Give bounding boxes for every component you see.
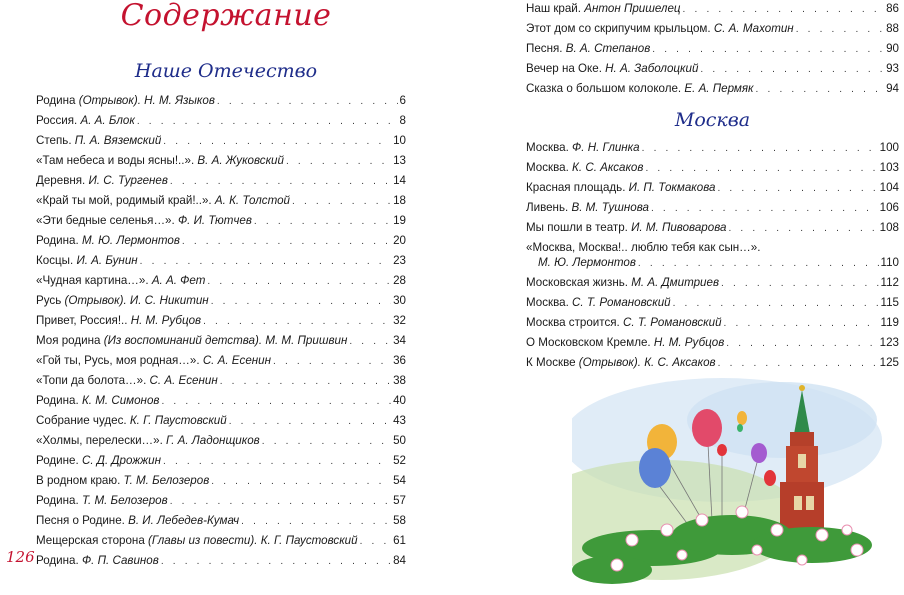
toc-entry [36, 531, 406, 551]
entry-page-number: 54 [393, 474, 406, 487]
entry-page-number: 10 [393, 134, 406, 147]
entry-note: (Отрывок). [78, 94, 141, 107]
entry-author: И. А. Бунин [76, 254, 138, 267]
entry-title: Сказка о большом колоколе. [526, 82, 682, 95]
entry-author: Н. М. Рубцов [130, 314, 202, 327]
entry-title: Степь. [36, 134, 72, 147]
toc-entry [36, 411, 406, 431]
entry-page-number: 112 [880, 276, 899, 289]
toc-entry [526, 198, 899, 218]
toc-entry [36, 171, 406, 191]
entry-text [36, 231, 180, 250]
entry-text [526, 158, 643, 177]
dot-leader [170, 172, 391, 191]
toc-entry [36, 151, 406, 171]
entry-page-number: 14 [393, 174, 406, 187]
dot-leader [182, 232, 391, 251]
entry-title: Наш край. [526, 2, 582, 15]
dot-leader [726, 334, 877, 353]
dot-leader [254, 212, 391, 231]
entry-text [36, 111, 135, 130]
entry-title: Россия. [36, 114, 78, 127]
toc-entry [526, 333, 899, 353]
toc-entry [36, 111, 406, 131]
entry-text [36, 211, 252, 230]
toc-entry [36, 371, 406, 391]
toc-entry [36, 431, 406, 451]
entry-text [36, 91, 215, 110]
entry-page-number: 104 [879, 181, 899, 194]
entry-page-number: 108 [879, 221, 899, 234]
toc-entry [36, 251, 406, 271]
entry-title: «Край ты мой, родимый край!..». [36, 194, 212, 207]
entry-title: Русь [36, 294, 62, 307]
dot-leader [360, 532, 392, 551]
toc-entry [36, 91, 406, 111]
entry-page-number: 34 [393, 334, 406, 347]
entry-author: М. Ю. Лермонтов [81, 234, 180, 247]
dot-leader [211, 472, 391, 491]
entry-title: «Эти бедные селенья…». [36, 214, 175, 227]
entry-title: Москва. [526, 161, 569, 174]
entry-author: А. А. Блок [80, 114, 135, 127]
dot-leader [717, 179, 877, 198]
toc-list-homeland [36, 91, 406, 571]
dot-leader [262, 432, 391, 451]
toc-entry [526, 273, 899, 293]
entry-title: Московская жизнь. [526, 276, 628, 289]
entry-page-number: 119 [880, 316, 899, 329]
entry-page-number: 103 [879, 161, 899, 174]
entry-author: С. А. Есенин [149, 374, 218, 387]
entry-author: К. Г. Паустовский [129, 414, 227, 427]
entry-text [526, 178, 715, 197]
dot-leader [683, 0, 885, 19]
dot-leader [241, 512, 391, 531]
entry-text [36, 371, 218, 390]
entry-title: В родном краю. [36, 474, 121, 487]
toc-entry [36, 191, 406, 211]
toc-entry [36, 551, 406, 571]
dot-leader [211, 292, 391, 311]
entry-text [526, 198, 649, 217]
entry-note: (Из воспоминаний детства). [103, 334, 263, 347]
entry-text [36, 491, 168, 510]
section-heading-moscow: Москва [674, 109, 751, 131]
entry-page-number: 125 [879, 356, 899, 369]
dot-leader [638, 256, 879, 271]
toc-entry [36, 451, 406, 471]
dot-leader [728, 219, 877, 238]
entry-author: В. М. Тушнова [571, 201, 649, 214]
entry-text [526, 218, 726, 237]
toc-entry [36, 491, 406, 511]
toc-entry [526, 39, 899, 59]
entry-title: Родина. [36, 494, 79, 507]
entry-author: Г. А. Ладонщиков [166, 434, 260, 447]
toc-entry [526, 293, 899, 313]
entry-author: Е. А. Пермяк [684, 82, 754, 95]
dot-leader [203, 312, 391, 331]
entry-title: Привет, Россия!.. [36, 314, 128, 327]
entry-author: С. Т. Романовский [572, 296, 671, 309]
entry-author: С. А. Есенин [202, 354, 271, 367]
entry-text [526, 79, 754, 98]
entry-text [36, 471, 209, 490]
entry-title: Вечер на Оке. [526, 62, 602, 75]
toc-entry [36, 511, 406, 531]
entry-author: А. К. Толстой [214, 194, 290, 207]
entry-title: Этот дом со скрипучим крыльцом. [526, 22, 711, 35]
entry-page-number: 100 [879, 141, 899, 154]
entry-page-number: 93 [886, 62, 899, 75]
toc-entry [36, 231, 406, 251]
toc-entry [36, 211, 406, 231]
entry-page-number: 52 [393, 454, 406, 467]
entry-page-number: 58 [393, 514, 406, 527]
entry-title: «Гой ты, Русь, моя родная…». [36, 354, 200, 367]
toc-entry [36, 391, 406, 411]
entry-author: П. А. Вяземский [74, 134, 162, 147]
dot-leader [229, 412, 391, 431]
dot-leader [724, 314, 879, 333]
toc-entry [526, 138, 899, 158]
entry-text [526, 333, 724, 352]
entry-text [36, 331, 347, 350]
toc-entry [526, 178, 899, 198]
toc-entry [526, 0, 899, 19]
toc-entry [36, 131, 406, 151]
entry-text [526, 39, 650, 58]
dot-leader [796, 20, 884, 39]
entry-page-number: 28 [393, 274, 406, 287]
entry-page-number: 110 [880, 256, 899, 269]
entry-author: Т. М. Белозеров [81, 494, 168, 507]
dot-leader [292, 192, 391, 211]
entry-title: Москва. [526, 141, 569, 154]
entry-author: С. А. Махотин [713, 22, 794, 35]
dot-leader [700, 60, 884, 79]
entry-author: В. А. Степанов [565, 42, 651, 55]
entry-text [526, 293, 671, 312]
entry-note: (Отрывок). [578, 356, 641, 369]
toc-entry [36, 271, 406, 291]
dot-leader [721, 274, 879, 293]
entry-text [526, 19, 794, 38]
entry-page-number: 43 [393, 414, 406, 427]
entry-page-number: 30 [393, 294, 406, 307]
dot-leader [349, 332, 391, 351]
entry-title: Родине. [36, 454, 79, 467]
entry-author: И. С. Никитин [129, 294, 209, 307]
entry-page-number: 32 [393, 314, 406, 327]
entry-page-number: 50 [393, 434, 406, 447]
entry-title: Ливень. [526, 201, 569, 214]
entry-page-number: 40 [393, 394, 406, 407]
dot-leader [140, 252, 391, 271]
entry-author: А. А. Фет [151, 274, 206, 287]
dot-leader [163, 452, 391, 471]
dot-leader [161, 552, 391, 571]
entry-author: К. М. Симонов [81, 394, 160, 407]
dot-leader [163, 132, 391, 151]
entry-page-number: 19 [393, 214, 406, 227]
entry-author: В. И. Лебедев-Кумач [128, 514, 240, 527]
dot-leader [756, 80, 885, 99]
right-page [452, 0, 904, 595]
toc-entry [526, 79, 899, 99]
dot-leader [673, 294, 879, 313]
entry-title: Родина. [36, 554, 79, 567]
entry-title: Родина [36, 94, 76, 107]
kremlin-tower-balloons-illustration [572, 370, 892, 590]
entry-author: С. Т. Романовский [623, 316, 722, 329]
entry-author: К. С. Аксаков [572, 161, 644, 174]
dot-leader [642, 139, 878, 158]
entry-text [36, 151, 284, 170]
entry-author: Антон Пришелец [584, 2, 681, 15]
entry-title: Косцы. [36, 254, 74, 267]
entry-author: С. Д. Дрожжин [81, 454, 161, 467]
entry-title: Деревня. [36, 174, 86, 187]
entry-title: Моя родина [36, 334, 101, 347]
entry-text [36, 391, 159, 410]
contents-title: Содержание [120, 0, 332, 33]
dot-leader [273, 352, 391, 371]
entry-text [36, 351, 271, 370]
entry-title: К Москве [526, 356, 576, 369]
section-heading-homeland: Наше Отечество [134, 60, 318, 82]
entry-text [36, 271, 205, 290]
toc-entry [36, 291, 406, 311]
entry-page-number: 106 [879, 201, 899, 214]
entry-title: Мещерская сторона [36, 534, 145, 547]
entry-title: «Холмы, перелески…». [36, 434, 163, 447]
toc-entry [36, 311, 406, 331]
entry-title: Москва строится. [526, 316, 620, 329]
entry-author: Н. А. Заболоцкий [605, 62, 699, 75]
entry-page-number: 88 [886, 22, 899, 35]
entry-page-number: 8 [399, 114, 406, 127]
entry-page-number: 123 [879, 336, 899, 349]
entry-author: Ф. Н. Глинка [572, 141, 640, 154]
entry-text [526, 138, 640, 157]
toc-entry [526, 313, 899, 333]
entry-page-number: 57 [393, 494, 406, 507]
dot-leader [170, 492, 391, 511]
entry-text [36, 531, 358, 550]
entry-second-line [526, 255, 899, 271]
entry-page-number: 36 [393, 354, 406, 367]
entry-page-number: 13 [393, 154, 406, 167]
entry-title: «Топи да болота…». [36, 374, 147, 387]
entry-text [36, 431, 260, 450]
entry-author: М. М. Пришвин [265, 334, 348, 347]
dot-leader [207, 272, 391, 291]
dot-leader [161, 392, 391, 411]
entry-author: К. Г. Паустовский [260, 534, 358, 547]
entry-author: М. Ю. Лермонтов [538, 256, 636, 269]
entry-title: О Московском Кремле. [526, 336, 651, 349]
dot-leader [217, 92, 398, 111]
entry-title: Собрание чудес. [36, 414, 127, 427]
entry-text [526, 313, 722, 332]
dot-leader [286, 152, 391, 171]
entry-text [36, 511, 239, 530]
dot-leader [652, 40, 884, 59]
entry-note: (Отрывок). [64, 294, 127, 307]
entry-title: Песня о Родине. [36, 514, 125, 527]
entry-note: (Главы из повести). [148, 534, 258, 547]
dot-leader [137, 112, 398, 131]
entry-author: Н. М. Языков [144, 94, 215, 107]
entry-author: И. П. Токмакова [628, 181, 716, 194]
entry-text [36, 291, 209, 310]
toc-entry [36, 351, 406, 371]
entry-title: Красная площадь. [526, 181, 626, 194]
dot-leader [220, 372, 391, 391]
entry-page-number: 23 [393, 254, 406, 267]
entry-author: Ф. И. Тютчев [177, 214, 252, 227]
toc-entry [526, 158, 899, 178]
entry-page-number: 20 [393, 234, 406, 247]
dot-leader [645, 159, 877, 178]
entry-page-number: 38 [393, 374, 406, 387]
entry-text [36, 251, 138, 270]
entry-title: «Москва, Москва!.. люблю тебя как сын…». [526, 241, 761, 254]
entry-text [36, 171, 168, 190]
toc-entry [526, 218, 899, 238]
entry-author: Н. М. Рубцов [653, 336, 725, 349]
entry-page-number: 61 [393, 534, 406, 547]
entry-page-number: 84 [393, 554, 406, 567]
dot-leader [651, 199, 878, 218]
entry-title: «Там небеса и воды ясны!..». [36, 154, 195, 167]
entry-text [36, 551, 159, 570]
entry-text [526, 0, 681, 18]
entry-author: И. С. Тургенев [88, 174, 168, 187]
entry-author: И. М. Пивоварова [631, 221, 727, 234]
toc-entry [526, 19, 899, 39]
toc-entry [36, 331, 406, 351]
entry-title: Песня. [526, 42, 563, 55]
entry-text [526, 273, 719, 292]
entry-page-number: 86 [886, 2, 899, 15]
entry-text [36, 451, 161, 470]
entry-author: М. А. Дмитриев [631, 276, 719, 289]
entry-title: Родина. [36, 394, 79, 407]
entry-page-number: 6 [399, 94, 406, 107]
entry-author: Ф. П. Савинов [81, 554, 159, 567]
entry-author: В. А. Жуковский [197, 154, 284, 167]
entry-page-number: 94 [886, 82, 899, 95]
entry-text [36, 311, 201, 330]
entry-title: «Чудная картина…». [36, 274, 149, 287]
entry-text [36, 411, 227, 430]
toc-entry [36, 471, 406, 491]
entry-text [36, 191, 290, 210]
entry-title: Москва. [526, 296, 569, 309]
entry-page-number: 115 [880, 296, 899, 309]
entry-title: Мы пошли в театр. [526, 221, 628, 234]
entry-text [36, 131, 161, 150]
toc-entry [526, 238, 899, 273]
entry-page-number: 18 [393, 194, 406, 207]
entry-page-number: 90 [886, 42, 899, 55]
toc-list-moscow [526, 138, 899, 373]
entry-text [526, 59, 698, 78]
toc-entry [526, 59, 899, 79]
entry-title: Родина. [36, 234, 79, 247]
entry-author: Т. М. Белозеров [123, 474, 210, 487]
toc-list-homeland-continued [526, 0, 899, 99]
page-number: 126 [6, 548, 35, 566]
entry-author: К. С. Аксаков [644, 356, 716, 369]
